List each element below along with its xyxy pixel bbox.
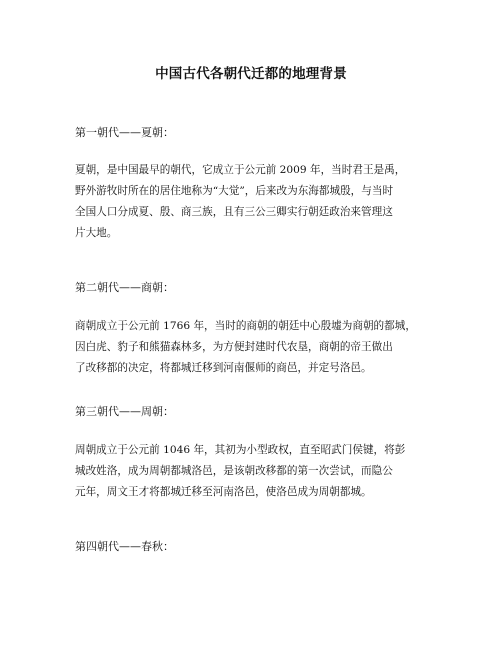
paragraph-line: 野外游牧时所在的居住地称为“大觉”，后来改为东海都城殷，与当时 [75, 185, 394, 197]
paragraph-line: 商朝成立于公元前 1766 年，当时的商朝的朝廷中心殷墟为商朝的都城， [75, 320, 416, 332]
section-paragraph-xia [75, 160, 455, 244]
section-heading-shang: 第二朝代——商朝： [75, 281, 174, 294]
section-paragraph-shang [75, 316, 455, 379]
paragraph-line: 因白虎、豹子和熊猫森林多，为方便封建时代农垦，商朝的帝王做出 [75, 341, 393, 353]
paragraph-line: 全国人口分成夏、殷、商三族，且有三公三卿实行朝廷政治来管理这 [75, 206, 393, 218]
section-heading-xia: 第一朝代——夏朝： [75, 126, 174, 139]
section-paragraph-zhou [75, 440, 455, 503]
document-title: 中国古代各朝代迁都的地理背景 [155, 66, 347, 82]
paragraph-line: 夏朝，是中国最早的朝代，它成立于公元前 2009 年，当时君王是禹， [75, 164, 406, 176]
paragraph-line: 元年，周文王才将都城迁移至河南洛邑，使洛邑成为周朝都城。 [75, 486, 372, 498]
paragraph-line: 片大地。 [75, 227, 118, 239]
section-heading-chunqiu: 第四朝代——春秋： [75, 540, 174, 553]
paragraph-line: 了改移都的决定，将都城迁移到河南偃师的商邑，并定号洛邑。 [75, 362, 372, 374]
paragraph-line: 城改姓洛，成为周朝都城洛邑，是该朝改移都的第一次尝试，而隐公 [75, 465, 393, 477]
paragraph-line: 周朝成立于公元前 1046 年，其初为小型政权，直至昭武门侯键，将彭 [75, 444, 406, 456]
section-heading-zhou: 第三朝代——周朝： [75, 405, 174, 418]
